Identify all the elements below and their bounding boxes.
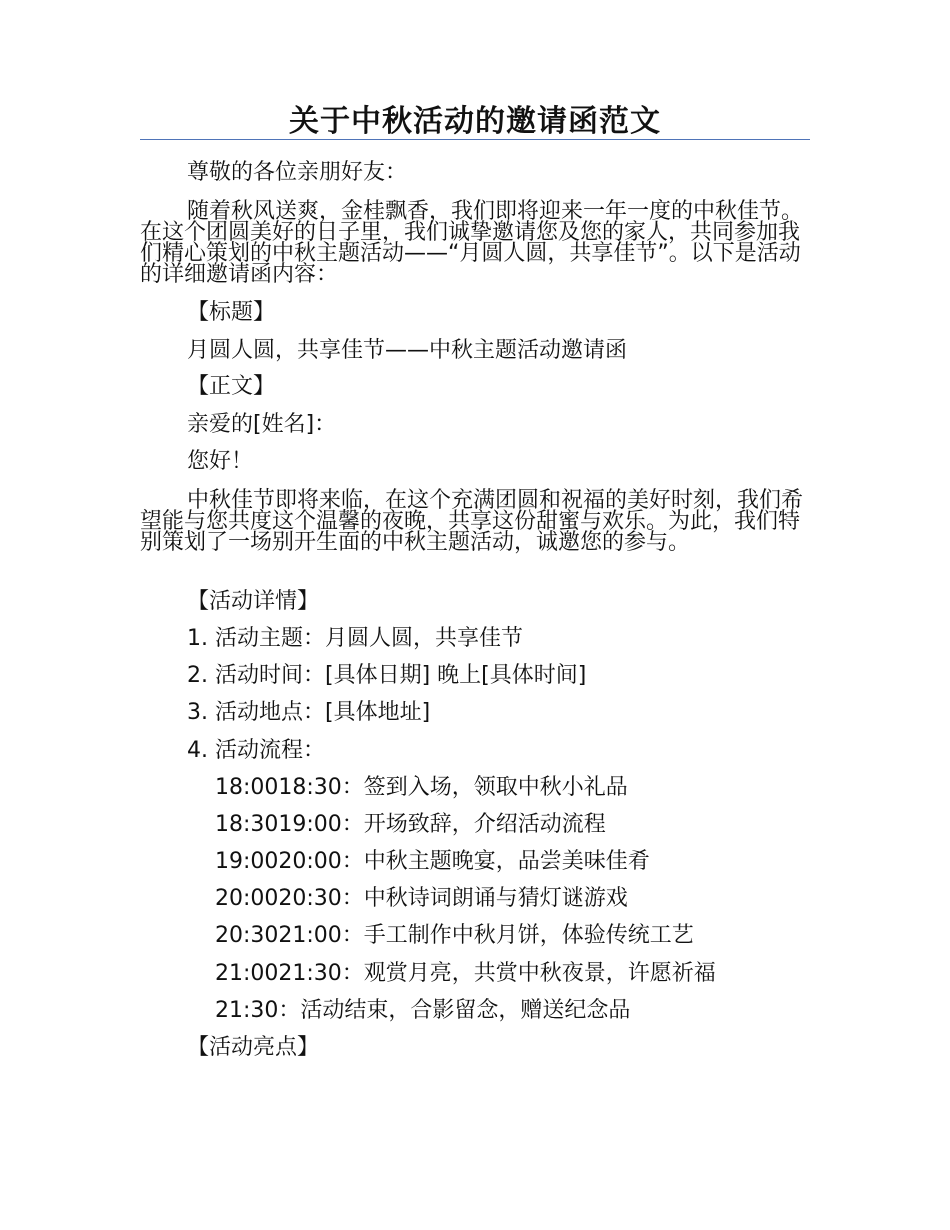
schedule-item: 18:3019:00：开场致辞，介绍活动流程 (215, 812, 606, 837)
heading-title: 【标题】 (187, 300, 276, 325)
salutation: 尊敬的各位亲朋好友： (187, 160, 408, 185)
detail-item: 3. 活动地点：[具体地址] (187, 700, 431, 725)
heading-highlights: 【活动亮点】 (187, 1035, 320, 1060)
body-paragraph: 中秋佳节即将来临，在这个充满团圆和祝福的美好时刻，我们希望能与您共度这个温馨的夜晚，共享这份甜蜜与欢乐。为此，我们特别策划了一场别开生面的中秋主题活动，诚邀您的参与。 (140, 488, 804, 555)
intro-paragraph: 随着秋风送爽，金桂飘香，我们即将迎来一年一度的中秋佳节。在这个团圆美好的日子里，我们诚挚邀请您及您的家人，共同参加我们精心策划的中秋主题活动——“月圆人圆，共享佳节”。以下是活动的详细邀请函内容： (140, 199, 804, 287)
detail-item: 1. 活动主题：月圆人圆，共享佳节 (187, 626, 523, 651)
greeting-line: 您好！ (187, 449, 254, 474)
detail-item: 2. 活动时间：[具体日期] 晚上[具体时间] (187, 663, 587, 688)
schedule-item: 21:30：活动结束，合影留念，赠送纪念品 (215, 998, 631, 1023)
schedule-item: 20:0020:30：中秋诗词朗诵与猜灯谜游戏 (215, 886, 628, 911)
heading-body: 【正文】 (187, 374, 276, 399)
detail-item: 4. 活动流程： (187, 738, 325, 763)
schedule-item: 19:0020:00：中秋主题晚宴，品尝美味佳肴 (215, 849, 650, 874)
title-underline (140, 139, 810, 140)
schedule-item: 21:0021:30：观赏月亮，共赏中秋夜景，许愿祈福 (215, 961, 716, 986)
heading-details: 【活动详情】 (187, 589, 320, 614)
schedule-item: 18:0018:30：签到入场，领取中秋小礼品 (215, 775, 628, 800)
schedule-item: 20:3021:00：手工制作中秋月饼，体验传统工艺 (215, 923, 694, 948)
dear-line: 亲爱的[姓名]： (187, 412, 337, 437)
invite-title: 月圆人圆，共享佳节——中秋主题活动邀请函 (187, 338, 628, 363)
document-title: 关于中秋活动的邀请函范文 (289, 104, 661, 139)
